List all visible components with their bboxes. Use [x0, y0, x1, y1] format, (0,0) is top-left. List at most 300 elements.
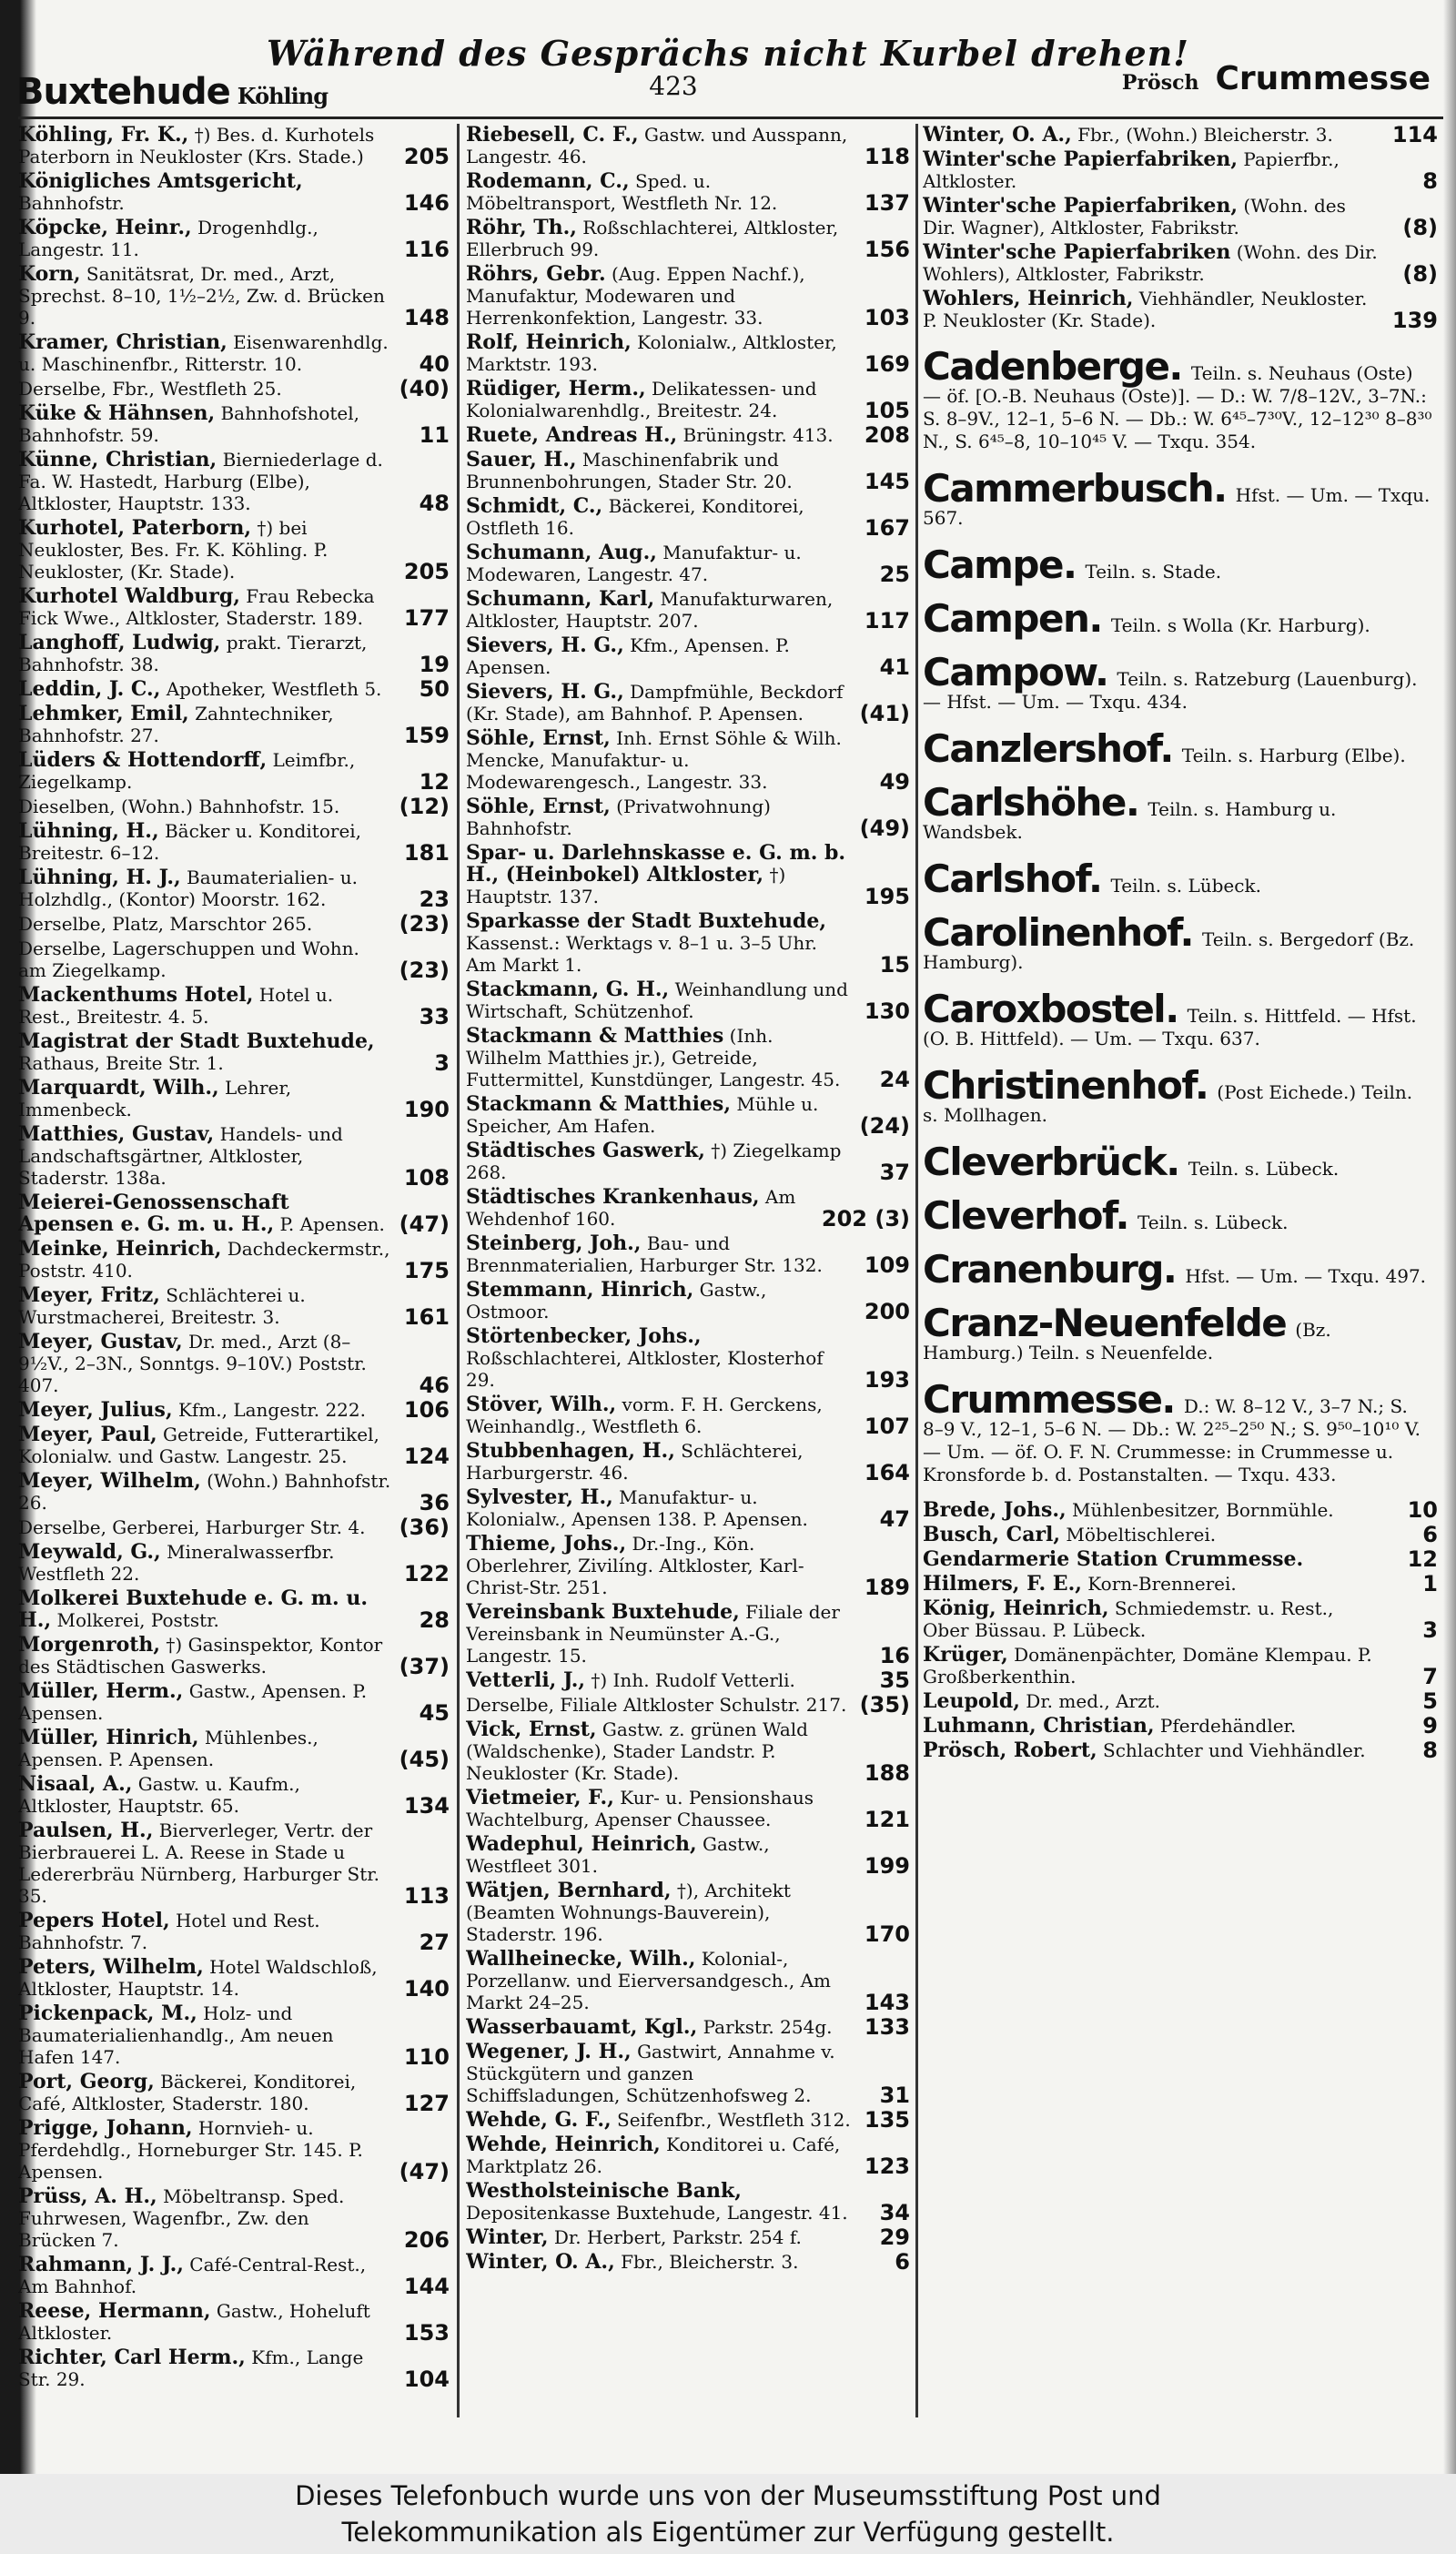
listing-name: Winter'sche Papierfabriken — [923, 240, 1231, 264]
listing-name: Meyer, Paul, — [18, 1423, 157, 1446]
listing-entry — [466, 2133, 912, 2177]
listing-name: Busch, Carl, — [923, 1523, 1061, 1546]
listing-entry — [466, 378, 912, 421]
listing-entry — [923, 1499, 1440, 1521]
listing-details: Handels- und Landschaftsgärtner, Altkloster, Staderstr. 138a. — [18, 1123, 343, 1189]
phone-number: 170 — [864, 1921, 910, 1947]
phone-number: (23) — [399, 911, 450, 937]
listing-name: Molkerei Buxtehude e. G. m. u. H., — [18, 1586, 369, 1632]
listing-entry — [18, 1191, 451, 1235]
phone-number: 124 — [403, 1444, 450, 1469]
phone-number: 134 — [403, 1793, 450, 1819]
listing-name: Richter, Carl Herm., — [18, 2346, 246, 2369]
listing-name: Krüger, — [923, 1643, 1008, 1667]
listing-details: Leimfbr., Ziegelkamp. — [18, 749, 356, 793]
listing-details: Bierverleger, Vertr. der Bierbrauerei L. A. Reese in Stade u Ledererbräu Nürnberg, Harburger Str. 35. — [18, 1819, 379, 1907]
phone-number: (23) — [399, 958, 450, 983]
listing-details: Frau Rebecka Fick Wwe., Altkloster, Staderstr. 189. — [18, 585, 375, 629]
phone-number: (24) — [859, 1113, 910, 1139]
phone-number: 25 — [879, 562, 910, 587]
listing-details: Kolonial-, Porzellanw. und Eierversandgesch., Am Markt 24–25. — [466, 1948, 832, 2013]
listing-details: Derselbe, Fbr., Westfleth 25. — [18, 378, 282, 400]
listing-details: Kolonialw., Altkloster, Marktstr. 193. — [466, 331, 837, 375]
locality-heading — [923, 1247, 1440, 1292]
listing-name: Lühning, H. J., — [18, 866, 181, 889]
listing-details: Bierniederlage d. Fa. W. Hastedt, Harburg (Elbe), Altkloster, Hauptstr. 133. — [18, 449, 383, 514]
listing-entry — [18, 1331, 451, 1396]
phone-number: (12) — [399, 794, 450, 819]
listing-details: Möbeltischlerei. — [1060, 1524, 1217, 1546]
phone-number: (47) — [399, 2159, 450, 2184]
phone-number: 106 — [403, 1397, 450, 1423]
phone-number: 140 — [403, 1976, 450, 2002]
phone-number: 45 — [419, 1700, 450, 1726]
locality-heading — [923, 344, 1440, 453]
listing-name: Prösch, Robert, — [923, 1738, 1097, 1762]
listing-details: †) Bes. d. Kurhotels Paterborn in Neukloster (Krs. Stade.) — [18, 124, 375, 167]
listing-entry — [923, 241, 1440, 285]
listing-details: Kfm., Langestr. 222. — [172, 1399, 366, 1421]
listing-details: Kfm., Lange Str. 29. — [18, 2346, 364, 2390]
phone-number: 195 — [864, 884, 910, 909]
listing-details: Sped. u. Möbeltransport, Westfleth Nr. 12. — [466, 170, 778, 214]
listing-entry — [466, 1533, 912, 1598]
listing-details: Dr. Herbert, Parkstr. 254 f. — [548, 2226, 802, 2248]
listing-details: Gastw. und Ausspann, Langestr. 46. — [466, 124, 848, 167]
phone-number: 123 — [864, 2154, 910, 2179]
phone-number: 199 — [864, 1853, 910, 1879]
column-2 — [466, 124, 912, 2427]
locality-heading — [923, 542, 1440, 587]
listing-details: Depositenkasse Buxtehude, Langestr. 41. — [466, 2202, 848, 2224]
listing-entry — [466, 1093, 912, 1137]
phone-number: 177 — [403, 605, 450, 631]
listing-entry — [18, 1634, 451, 1677]
listing-details: Hotel und Rest. Bahnhofstr. 7. — [18, 1910, 320, 1953]
locality-details: (Post Eichede.) Teiln. s. Mollhagen. — [923, 1081, 1413, 1126]
listing-details: Dr.-Ing., Kön. Oberlehrer, Zivilíng. Altkloster, Karl-Christ-Str. 251. — [466, 1533, 804, 1598]
locality-name: Cadenberge. — [923, 344, 1182, 389]
phone-number: 109 — [864, 1252, 910, 1278]
listing-name: Mackenthums Hotel, — [18, 983, 254, 1007]
listing-details: Mineralwasserfbr. Westfleth 22. — [18, 1541, 335, 1585]
listing-name: Pepers Hotel, — [18, 1909, 170, 1932]
locality-heading — [923, 726, 1440, 771]
listing-name: Ruete, Andreas H., — [466, 423, 678, 447]
listing-details: Derselbe, Lagerschuppen und Wohn. am Ziegelkamp. — [18, 937, 359, 981]
listing-details: Fbr., Bleicherstr. 3. — [614, 2251, 799, 2273]
listing-name: Steinberg, Joh., — [466, 1231, 642, 1255]
listing-name: Kükе & Hähnsen, — [18, 401, 216, 425]
listing-details: †) Gasinspektor, Kontor des Städtischen Gaswerks. — [18, 1634, 383, 1677]
phone-number: 130 — [864, 998, 910, 1024]
locality-name: Carlshof. — [923, 856, 1102, 901]
column-divider — [915, 124, 918, 2417]
listing-name: Köhling, Fr. K., — [18, 124, 189, 147]
listing-entry — [466, 1140, 912, 1183]
locality-details: Teiln. s. Hittfeld. — Hfst. (O. B. Hittfeld). — Um. — Txqu. 637. — [923, 1005, 1417, 1049]
listing-entry — [18, 1030, 451, 1074]
listing-entry — [466, 424, 912, 446]
listing-details: P. Apensen. — [274, 1213, 385, 1235]
listing-details: Getreide, Futterartikel, Kolonialw. und Gastw. Langestr. 25. — [18, 1424, 379, 1467]
phone-number: 200 — [864, 1299, 910, 1324]
listing-details: Maschinenfabrik und Brunnenbohrungen, Stader Str. 20. — [466, 449, 793, 492]
listing-entry — [923, 288, 1440, 331]
listing-entry — [18, 796, 451, 817]
listing-name: Vietmeier, F., — [466, 1786, 614, 1809]
listing-name: Städtisches Krankenhaus, — [466, 1185, 760, 1209]
listing-entry — [18, 1399, 451, 1421]
listing-name: Hilmers, F. E., — [923, 1572, 1082, 1596]
phone-number: 148 — [403, 305, 450, 330]
locality-heading — [923, 1063, 1440, 1127]
phone-number: 144 — [403, 2274, 450, 2299]
listing-name: Wehde, Heinrich, — [466, 2133, 661, 2156]
listing-name: Matthies, Gustav, — [18, 1122, 215, 1146]
listing-entry — [466, 1186, 912, 1230]
locality-details: Teiln. s. Bergedorf (Bz. Hamburg). — [923, 928, 1415, 973]
listing-details: Eisenwarenhdlg. u. Maschinenfbr., Ritterstr. 10. — [18, 331, 389, 375]
listing-name: Stackmann & Matthies — [466, 1024, 724, 1048]
listing-entry — [466, 2016, 912, 2038]
listing-name: Vick, Ernst, — [466, 1718, 597, 1741]
listing-details: Parkstr. 254g. — [697, 2016, 833, 2038]
listing-name: Meinke, Heinrich, — [18, 1237, 222, 1261]
locality-heading — [923, 596, 1440, 641]
listing-entry — [18, 1516, 451, 1538]
locality-heading — [923, 910, 1440, 974]
listing-entry — [466, 681, 912, 725]
header-right-title: Crummesse — [1215, 60, 1431, 97]
listing-entry — [466, 1787, 912, 1830]
listing-entry — [18, 1680, 451, 1724]
listing-group-buxtehude-end — [923, 124, 1440, 331]
phone-number: 164 — [864, 1460, 910, 1485]
listing-details: Papierfbr., Altkloster. — [923, 148, 1340, 192]
listing-details: †), Architekt (Beamten Wohnungs-Bauverein), Staderstr. 196. — [466, 1880, 791, 1945]
listing-details: Bäckerei, Konditorei, Café, Altkloster, Staderstr. 180. — [18, 2071, 357, 2114]
phone-number: 3 — [1422, 1617, 1438, 1643]
page-number: 423 — [649, 71, 698, 101]
listing-details: Filiale der Vereinsbank in Neumünster A.-G., Langestr. 15. — [466, 1601, 840, 1667]
listing-entry — [18, 2346, 451, 2390]
listing-details: Hotel u. Rest., Breitestr. 4. 5. — [18, 984, 334, 1028]
phone-number: 188 — [864, 1760, 910, 1786]
header-rule — [18, 117, 1443, 119]
listing-name: Röhr, Th., — [466, 216, 577, 239]
phone-number: 205 — [403, 559, 450, 584]
listing-entry — [466, 449, 912, 492]
phone-number: 28 — [419, 1607, 450, 1633]
listing-entry — [466, 2109, 912, 2131]
listing-entry — [466, 634, 912, 678]
listing-entry — [923, 1597, 1440, 1641]
phone-number: 117 — [864, 608, 910, 633]
listing-entry — [466, 727, 912, 793]
listing-entry — [466, 217, 912, 260]
listing-name: Sauer, H., — [466, 448, 577, 471]
listing-details: Domänenpächter, Domäne Klempau. P. Großberkenthin. — [923, 1644, 1372, 1687]
listing-details: Konditorei u. Café, Marktplatz 26. — [466, 2133, 841, 2177]
listing-details: (Wohn. des Dir. Wagner), Altkloster, Fabrikstr. — [923, 195, 1346, 238]
page-edge-right — [1443, 0, 1456, 2474]
phone-number: 175 — [403, 1258, 450, 1283]
phone-number: 35 — [879, 1667, 910, 1693]
phone-number: 113 — [403, 1883, 450, 1909]
listing-details: Derselbe, Platz, Marschtor 265. — [18, 913, 313, 935]
listing-entry — [466, 1440, 912, 1484]
listing-name: Meierei-Genossenschaft Apensen e. G. m. u. H., — [18, 1191, 289, 1236]
phone-number: 47 — [879, 1506, 910, 1532]
listing-name: Brede, Johs., — [923, 1498, 1067, 1522]
locality-name: Cammerbusch. — [923, 466, 1227, 511]
listing-details: Möbeltransp. Sped. Fuhrwesen, Wagenfbr., Zw. den Brücken 7. — [18, 2185, 345, 2251]
locality-name: Christinenhof. — [923, 1063, 1208, 1108]
listing-details: Schlachter und Viehhändler. — [1097, 1739, 1366, 1761]
phone-number: 190 — [403, 1097, 450, 1122]
listing-entry — [18, 913, 451, 935]
listing-details: Seifenfbr., Westfleth 312. — [611, 2109, 851, 2131]
locality-details: (Bz. Hamburg.) Teiln. s Neuenfelde. — [923, 1319, 1331, 1363]
listing-name: Stackmann, G. H., — [466, 978, 670, 1001]
listing-details: †) Ziegelkamp 268. — [466, 1140, 842, 1183]
listing-name: Westholsteinische Bank, — [466, 2179, 742, 2203]
listing-details: Roßschlachterei, Altkloster, Klosterhof 29. — [466, 1347, 824, 1391]
listing-details: †) Inh. Rudolf Vetterli. — [585, 1669, 795, 1691]
listing-details: Gastw., Ostmoor. — [466, 1279, 767, 1323]
listing-name: Wegener, J. H., — [466, 2040, 632, 2063]
locality-heading — [923, 650, 1440, 714]
listing-details: (Inh. Wilhelm Matthies jr.), Getreide, Futtermittel, Kunstdünger, Langestr. 45. — [466, 1025, 841, 1090]
listing-entry — [466, 1279, 912, 1323]
listing-details: Viehhändler, Neukloster. P. Neukloster (Kr. Stade). — [923, 288, 1368, 331]
listing-details: Dieselben, (Wohn.) Bahnhofstr. 15. — [18, 796, 340, 817]
listing-name: Rolf, Heinrich, — [466, 330, 632, 354]
listing-entry — [18, 1470, 451, 1514]
listing-name: Wohlers, Heinrich, — [923, 287, 1134, 310]
listing-details: Rathaus, Breite Str. 1. — [18, 1052, 224, 1074]
listing-entry — [466, 1718, 912, 1784]
phone-number: 169 — [864, 351, 910, 377]
locality-details: Teiln. s. Harburg (Elbe). — [1181, 745, 1406, 766]
phone-number: 9 — [1422, 1713, 1438, 1738]
listing-name: Lühning, H., — [18, 819, 159, 843]
header-left-sub: Köhling — [237, 83, 328, 109]
listing-name: Leddin, J. C., — [18, 677, 161, 701]
locality-heading — [923, 987, 1440, 1050]
listing-name: Marquardt, Wilh., — [18, 1076, 219, 1100]
locality-details: Hfst. — Um. — Txqu. 497. — [1185, 1265, 1427, 1287]
phone-number: 41 — [879, 654, 910, 680]
listing-entry — [18, 378, 451, 400]
listing-entry — [466, 170, 912, 214]
phone-number: 24 — [879, 1067, 910, 1092]
phone-number: 5 — [1422, 1688, 1438, 1714]
listing-details: Derselbe, Gerberei, Harburger Str. 4. — [18, 1516, 366, 1538]
listing-entry — [18, 820, 451, 864]
listing-name: Pickenpack, M., — [18, 2002, 197, 2025]
listing-entry — [923, 1739, 1440, 1761]
listing-name: Winter, O. A., — [923, 124, 1072, 147]
phone-number: (47) — [399, 1211, 450, 1237]
listing-entry — [18, 678, 451, 700]
listing-entry — [18, 263, 451, 329]
listing-details: Derselbe, Filiale Altkloster Schulstr. 217. — [466, 1694, 847, 1716]
listing-details: Zahntechniker, Bahnhofstr. 27. — [18, 703, 334, 746]
phone-number: 114 — [1391, 124, 1438, 147]
listing-name: Wallheinecke, Wilh., — [466, 1947, 696, 1971]
phone-number: 11 — [419, 422, 450, 448]
listing-details: Hotel Waldschloß, Altkloster, Hauptstr. 14. — [18, 1956, 378, 2000]
locality-name: Campen. — [923, 596, 1102, 641]
listing-details: Pferdehändler. — [1154, 1715, 1297, 1737]
locality-details: Teiln. s. Hamburg u. Wandsbek. — [923, 798, 1337, 843]
locality-name: Crummesse. — [923, 1377, 1175, 1422]
listing-name: König, Heinrich, — [923, 1596, 1109, 1620]
phone-number: 121 — [864, 1807, 910, 1832]
listing-entry — [18, 2117, 451, 2183]
listing-name: Nisaal, A., — [18, 1772, 133, 1796]
listing-name: Rüdiger, Herm., — [466, 377, 646, 400]
phone-number: 49 — [879, 769, 910, 795]
listing-entry — [466, 2041, 912, 2106]
header-right — [1122, 60, 1431, 97]
listing-name: Königliches Amtsgericht, — [18, 169, 303, 193]
locality-heading — [923, 466, 1440, 530]
phone-number: 189 — [864, 1575, 910, 1600]
listing-details: Gastwirt, Annahme v. Stückgütern und ganzen Schiffsladungen, Schützenhofsweg 2. — [466, 2041, 835, 2106]
listing-name: Port, Georg, — [18, 2070, 155, 2093]
listing-entry — [923, 1715, 1440, 1737]
listing-name: Sievers, H. G., — [466, 680, 624, 704]
locality-list — [923, 344, 1440, 1486]
listing-details: Hornvieh- u. Pferdehdlg., Horneburger Str. 145. P. Apensen. — [18, 2117, 363, 2183]
listing-entry — [18, 1956, 451, 2000]
listing-details: Drogenhdlg., Langestr. 11. — [18, 217, 318, 260]
locality-heading — [923, 856, 1440, 901]
locality-details: Teiln. s. Stade. — [1085, 561, 1222, 583]
listing-details: Lehrer, Immenbeck. — [18, 1077, 292, 1120]
listing-name: Stubbenhagen, H., — [466, 1439, 675, 1463]
locality-details: D.: W. 8–12 V., 3–7 N.; S. 8–9 V., 12–1, 5–6 N. — Db.: W. 2²⁵–2⁵⁰ N.; S. 9⁵⁰–10¹⁰ V. — Um. — öf. O. F. N. Crummesse: in Crummesse u. Kronsforde b. d. Postanstalten. — Txqu. 433. — [923, 1395, 1421, 1485]
listing-entry — [923, 1524, 1440, 1546]
phone-number: 37 — [879, 1160, 910, 1185]
listing-name: Sparkasse der Stadt Buxtehude, — [466, 909, 827, 933]
listing-details: Gastw., Apensen. P. Apensen. — [18, 1680, 368, 1724]
phone-number: 12 — [419, 769, 450, 795]
phone-number: 6 — [1422, 1522, 1438, 1547]
phone-number: 122 — [403, 1561, 450, 1586]
listing-entry — [466, 263, 912, 329]
listing-entry — [18, 749, 451, 793]
phone-number: 12 — [1407, 1546, 1438, 1572]
locality-details: Teiln. s Wolla (Kr. Harburg). — [1110, 614, 1370, 636]
phone-number: 118 — [864, 144, 910, 169]
locality-heading — [923, 1140, 1440, 1184]
locality-name: Campe. — [923, 542, 1077, 587]
listing-entry — [18, 517, 451, 583]
listing-name: Meywald, G., — [18, 1540, 161, 1564]
listing-name: Prigge, Johann, — [18, 2116, 193, 2140]
locality-details: Teiln. s. Lübeck. — [1110, 875, 1261, 897]
listing-details: Delikatessen- und Kolonialwarenhdlg., Breitestr. 24. — [466, 378, 817, 421]
header-left-title: Buxtehude — [16, 71, 230, 113]
listing-details: Bahnhofshotel, Bahnhofstr. 59. — [18, 402, 360, 446]
listing-details: Am Wehdenhof 160. — [466, 1186, 796, 1230]
phone-number: 34 — [879, 2200, 910, 2225]
listing-entry — [466, 910, 912, 976]
listing-details: prakt. Tierarzt, Bahnhofstr. 38. — [18, 632, 368, 675]
listing-name: Winter, — [466, 2225, 549, 2249]
listing-name: Morgenroth, — [18, 1633, 161, 1657]
listing-details: Schlächterei, Harburgerstr. 46. — [466, 1440, 804, 1484]
locality-details: Teiln. s. Neuhaus (Oste) — öf. [O.-B. Neuhaus (Oste)]. — D.: W. 7/8–12V., 3–7N.: S. 8–9V., 12–1, 5–6 N. — Db.: W. 6⁴⁵–7³⁰V., 12–12³⁰ 8–8³⁰ N., S. 6⁴⁵–8, 10–10⁴⁵ V. — Txqu. 354. — [923, 362, 1432, 452]
phone-number: 161 — [403, 1304, 450, 1330]
listing-entry — [18, 1424, 451, 1467]
listing-details: Manufakturwaren, Altkloster, Hauptstr. 207. — [466, 588, 834, 632]
listing-details: Kassenst.: Werktags v. 8–1 u. 3–5 Uhr. Am Markt 1. — [466, 932, 817, 976]
listing-name: Korn, — [18, 262, 81, 286]
listing-details: Weinhandlung und Wirtschaft, Schützenhof. — [466, 978, 848, 1022]
listing-name: Städtisches Gaswerk, — [466, 1139, 705, 1162]
page-header — [0, 0, 1456, 113]
listing-details: Fbr., (Wohn.) Bleicherstr. 3. — [1071, 124, 1333, 146]
listing-entry — [18, 1077, 451, 1120]
listing-name: Winter'sche Papierfabriken, — [923, 147, 1239, 171]
footer-line-1: Dieses Telefonbuch wurde uns von der Museumsstiftung Post und — [295, 2480, 1161, 2511]
listing-entry — [18, 402, 451, 446]
phone-number: 23 — [419, 887, 450, 912]
listing-entry — [18, 1910, 451, 1953]
phone-number: 19 — [419, 652, 450, 677]
listing-entry — [18, 703, 451, 746]
listing-entry — [466, 1325, 912, 1391]
listing-details: †) bei Neukloster, Bes. Fr. K. Köhling. P. Neukloster, (Kr. Stade). — [18, 517, 329, 583]
listing-details: Schmiedemstr. u. Rest., Ober Büssau. P. Lübeck. — [923, 1597, 1334, 1641]
listing-name: Meyer, Fritz, — [18, 1283, 160, 1307]
phone-number: 156 — [864, 237, 910, 262]
listing-details: Dr. med., Arzt. — [1019, 1690, 1161, 1712]
listing-entry — [18, 2185, 451, 2251]
listing-name: Gendarmerie Station Crummesse. — [923, 1547, 1304, 1571]
phone-number: 135 — [864, 2107, 910, 2133]
phone-number: 205 — [403, 144, 450, 169]
phone-number: 137 — [864, 190, 910, 216]
listing-entry — [18, 2254, 451, 2297]
listing-name: Störtenbecker, Johs., — [466, 1324, 702, 1348]
listing-entry — [18, 984, 451, 1028]
listing-name: Sievers, H. G., — [466, 633, 624, 657]
listing-entry — [466, 796, 912, 839]
column-1 — [18, 124, 451, 2427]
listing-details: Gastw., Hoheluft Altkloster. — [18, 2300, 370, 2344]
listing-entry — [18, 1587, 451, 1631]
listing-name: Peters, Wilhelm, — [18, 1955, 204, 1979]
listing-entry — [923, 1644, 1440, 1687]
locality-name: Cleverbrück. — [923, 1140, 1179, 1184]
listing-name: Sylvester, H., — [466, 1485, 613, 1509]
phone-number: 181 — [403, 840, 450, 866]
listing-name: Wehde, G. F., — [466, 2108, 612, 2132]
phone-number: 29 — [879, 2225, 910, 2250]
listing-details: Roßschlachterei, Altkloster, Ellerbruch 99. — [466, 217, 839, 260]
locality-details: Hfst. — Um. — Txqu. 567. — [923, 484, 1431, 529]
listing-entry — [466, 1394, 912, 1437]
listing-entry — [466, 842, 912, 907]
listing-name: Stackmann & Matthies, — [466, 1092, 731, 1116]
listing-details: †) Hauptstr. 137. — [466, 864, 786, 907]
